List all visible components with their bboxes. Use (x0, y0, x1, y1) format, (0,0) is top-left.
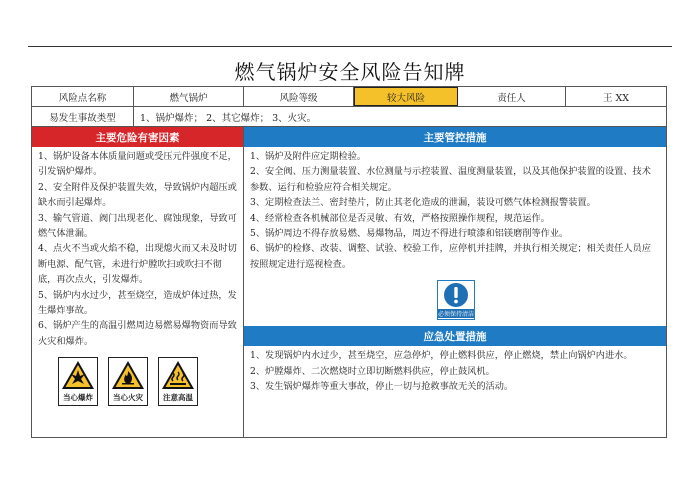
fire-warning-label: 当心火灾 (113, 393, 143, 403)
hazards-panel (32, 127, 244, 437)
hazards-list (32, 147, 243, 349)
risk-point-value: 燃气锅炉 (134, 87, 244, 106)
high-temperature-warning-sign (158, 357, 198, 406)
hazards-header: 主要危险有害因素 (32, 127, 243, 147)
explosion-warning-label: 当心爆炸 (63, 393, 93, 403)
control-item: 5、锅炉周边不得存放易燃、易爆物品，周边不得进行喷漆和铝镁磨削等作业。 (250, 228, 569, 240)
mandatory-exclamation-icon (441, 281, 471, 309)
emergency-list (244, 346, 666, 394)
page-title: 燃气锅炉安全风险告知牌 (234, 60, 466, 84)
controls-header: 主要管控措施 (244, 127, 666, 147)
control-item: 6、锅炉的检修、改装、调整、试验、校验工作，应停机并挂牌，并执行相关规定；相关责任人员应按照规定进行巡视检查。 (250, 243, 651, 270)
risk-notice-board (31, 86, 667, 438)
fire-warning-sign (108, 357, 148, 406)
mandatory-sign (437, 280, 475, 320)
controls-list (244, 147, 666, 272)
hazard-item: 5、锅炉内水过少，甚至烧空，造成炉体过热，发生爆炸事故。 (38, 289, 237, 317)
emergency-item: 1、发现锅炉内水过少，甚至烧空，应急停炉，停止燃料供应，停止燃烧，禁止向锅炉内进水。 (250, 350, 633, 362)
explosion-warning-sign (58, 357, 98, 406)
info-row (32, 87, 666, 107)
hazard-item: 4、点火不当或火焰不稳，出现熄火而又未及时切断电源、配气管，未进行炉膛吹扫或吹扫不彻底，再次点火，引发爆炸。 (38, 243, 237, 286)
fire-warning-icon (111, 360, 145, 390)
hazard-item: 3、输气管道、阀门出现老化、腐蚀现象，导致可燃气体泄漏。 (38, 212, 237, 240)
accident-type-label: 易发生事故类型 (32, 107, 134, 126)
control-item: 2、安全阀、压力测量装置、水位测量与示控装置、温度测量装置，以及其他保护装置的设置、技术参数、运行和检验应符合相关规定。 (250, 166, 651, 193)
explosion-warning-icon (61, 360, 95, 390)
emergency-item: 3、发生锅炉爆炸等重大事故，停止一切与抢救事故无关的活动。 (250, 381, 514, 393)
control-item: 1、锅炉及附件应定期检验。 (250, 151, 367, 162)
emergency-item: 2、炉膛爆炸、二次燃烧时立即切断燃料供应，停止鼓风机。 (250, 365, 495, 377)
high-temperature-warning-label: 注意高温 (163, 393, 193, 403)
hazard-item: 6、锅炉产生的高温引燃周边易燃易爆物资而导致火灾和爆炸。 (38, 320, 237, 347)
controls-panel (244, 127, 666, 437)
risk-point-label: 风险点名称 (32, 87, 134, 106)
accident-row (32, 107, 666, 127)
hazard-item: 1、锅炉设备本体质量问题或受压元件强度不足，引发锅炉爆炸。 (38, 151, 237, 178)
emergency-header: 应急处置措施 (244, 326, 666, 346)
owner-label: 责任人 (458, 87, 566, 106)
warning-signs (32, 349, 243, 406)
top-rule (28, 46, 672, 47)
accident-type-value: 1、锅炉爆炸； 2、其它爆炸； 3、火灾。 (140, 112, 317, 124)
high-temperature-warning-icon (161, 360, 195, 390)
hazard-item: 2、安全附件及保护装置失效，导致锅炉内超压或缺水而引起爆炸。 (38, 181, 237, 209)
control-item: 3、定期检查法兰、密封垫片，防止其老化造成的泄漏，装设可燃气体检测报警装置。 (250, 197, 596, 209)
risk-level-label: 风险等级 (244, 87, 354, 106)
mandatory-sign-label: 必须保持清洁 (438, 311, 475, 319)
owner-value: 王 XX (602, 92, 630, 104)
control-item: 4、经常检查各机械部位是否灵敏、有效，严格按照操作规程，规范运作。 (250, 212, 550, 224)
risk-level-value: 较大风险 (354, 87, 458, 106)
